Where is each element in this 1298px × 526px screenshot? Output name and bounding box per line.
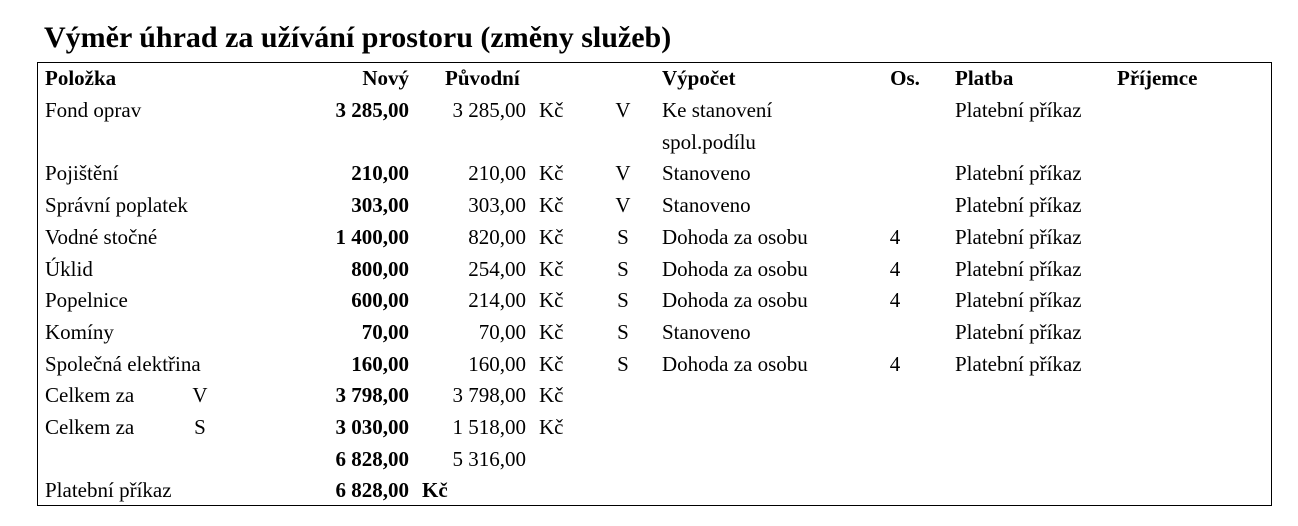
row-new-amount: 1 400,00 [335, 224, 409, 249]
row-item: Vodné stočné [45, 224, 158, 249]
row-calc: Dohoda za osobu [662, 224, 808, 249]
row-new-amount: 70,00 [361, 319, 409, 344]
row-new-amount: 160,00 [351, 351, 409, 376]
row-payment: Platební příkaz [955, 319, 1082, 344]
total-label: Celkem za [45, 383, 135, 408]
row-payment: Platební příkaz [955, 224, 1082, 249]
row-calc: Stanoveno [662, 193, 751, 218]
header-persons: Os. [890, 66, 920, 90]
row-item: Popelnice [45, 288, 128, 313]
total-new-amount: 3 030,00 [335, 415, 409, 439]
row-payment: Platební příkaz [955, 288, 1082, 313]
row-item: Komíny [45, 319, 114, 344]
row-currency: Kč [539, 256, 564, 281]
total-currency: Kč [539, 383, 564, 408]
row-currency: Kč [539, 319, 564, 344]
row-new-amount: 303,00 [351, 193, 409, 218]
row-type: S [617, 351, 629, 376]
row-payment: Platební příkaz [955, 351, 1082, 376]
header-calc: Výpočet [662, 66, 736, 90]
row-persons: 4 [889, 256, 901, 281]
row-payment: Platební příkaz [955, 256, 1082, 281]
row-currency: Kč [539, 161, 564, 186]
header-recipient: Příjemce [1117, 66, 1198, 90]
row-item: Úklid [45, 256, 93, 281]
row-original-amount: 210,00 [468, 161, 526, 186]
row-payment: Platební příkaz [955, 161, 1082, 186]
total-currency: Kč [539, 415, 564, 439]
row-type: V [615, 193, 631, 218]
header-original: Původní [445, 66, 520, 90]
row-calc: Dohoda za osobu [662, 351, 808, 376]
footer-label: Platební příkaz [45, 478, 172, 503]
row-payment: Platební příkaz [955, 193, 1082, 218]
row-currency: Kč [539, 288, 564, 313]
total-original-amount: 1 518,00 [452, 415, 526, 439]
row-currency: Kč [539, 224, 564, 249]
row-type: V [615, 161, 631, 186]
row-original-amount: 70,00 [478, 319, 526, 344]
row-original-amount: 160,00 [468, 351, 526, 376]
row-calc: Ke stanovení [662, 98, 773, 122]
header-new: Nový [362, 66, 409, 90]
row-original-amount: 214,00 [468, 288, 526, 313]
row-original-amount: 3 285,00 [452, 98, 526, 122]
total-original-amount: 3 798,00 [452, 383, 526, 408]
total-type: S [194, 415, 206, 439]
row-original-amount: 254,00 [468, 256, 526, 281]
row-item: Fond oprav [45, 98, 142, 122]
row-new-amount: 800,00 [351, 256, 409, 281]
footer-currency: Kč [422, 478, 448, 503]
row-calc: Stanoveno [662, 161, 751, 186]
row-persons: 4 [889, 351, 901, 376]
row-type: S [617, 224, 629, 249]
row-item: Společná elektřina [45, 351, 201, 376]
total-type: V [192, 383, 208, 408]
row-type: S [617, 288, 629, 313]
footer-amount: 6 828,00 [335, 478, 409, 503]
row-type: S [617, 256, 629, 281]
row-item: Správní poplatek [45, 193, 188, 218]
row-original-amount: 820,00 [468, 224, 526, 249]
row-calc: Dohoda za osobu [662, 256, 808, 281]
row-calc: Stanoveno [662, 319, 751, 344]
row-type: V [615, 98, 631, 122]
row-persons: 4 [889, 288, 901, 313]
row-currency: Kč [539, 351, 564, 376]
total-label: Celkem za [45, 415, 135, 439]
row-new-amount: 210,00 [351, 161, 409, 186]
row-original-amount: 303,00 [468, 193, 526, 218]
row-persons: 4 [889, 224, 901, 249]
row-calc-continued: spol.podílu [662, 129, 756, 154]
row-type: S [617, 319, 629, 344]
page-title: Výměr úhrad za užívání prostoru (změny služeb) [44, 21, 672, 54]
header-item: Položka [45, 66, 117, 90]
row-currency: Kč [539, 193, 564, 218]
header-payment: Platba [955, 66, 1014, 90]
total-new-amount: 3 798,00 [335, 383, 409, 408]
row-calc: Dohoda za osobu [662, 288, 808, 313]
row-payment: Platební příkaz [955, 98, 1082, 122]
grand-total-new: 6 828,00 [335, 446, 409, 471]
row-currency: Kč [539, 98, 564, 122]
row-new-amount: 3 285,00 [335, 98, 409, 122]
row-item: Pojištění [45, 161, 119, 186]
row-new-amount: 600,00 [351, 288, 409, 313]
grand-total-original: 5 316,00 [452, 446, 526, 471]
